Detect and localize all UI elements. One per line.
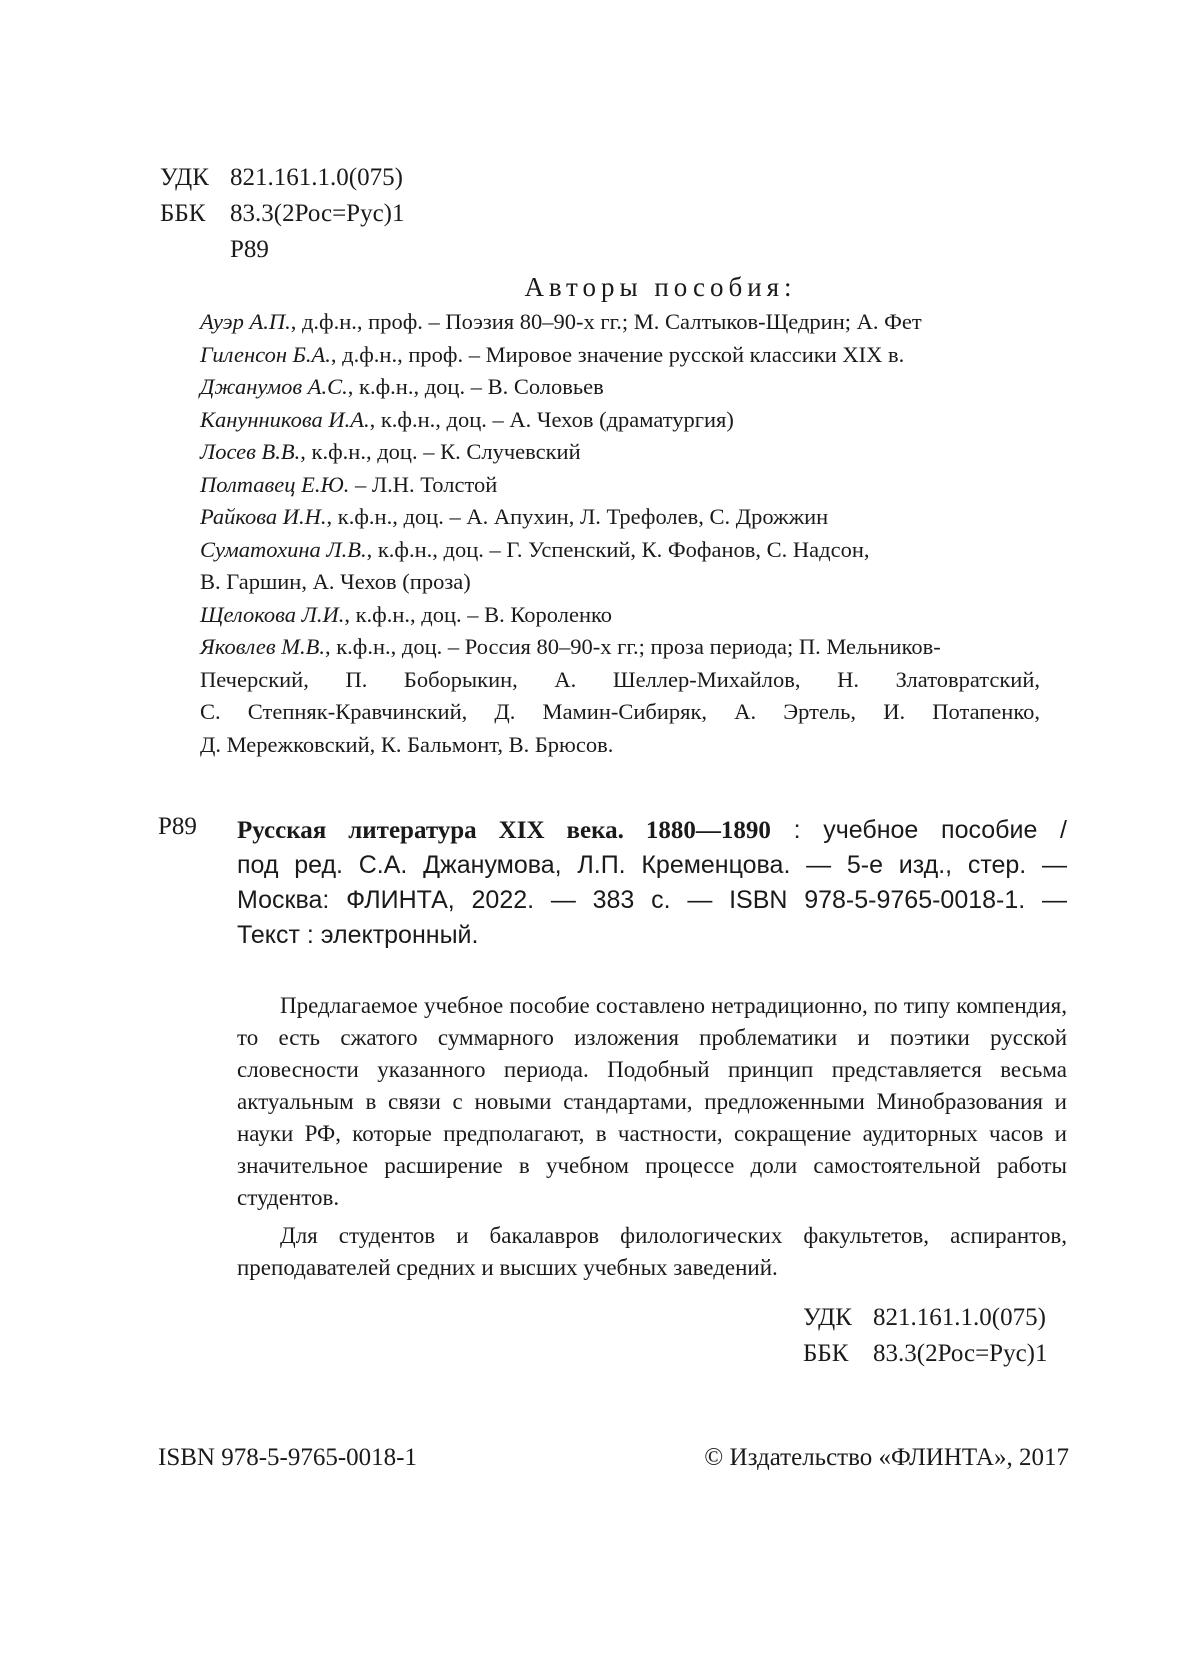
author-contribution: , к.ф.н., доц. – Г. Успенский, К. Фофанов, С. Надсон, bbox=[366, 536, 870, 562]
author-name: Полтавец Е.Ю. bbox=[200, 471, 350, 497]
author-name: Ауэр А.П. bbox=[200, 309, 291, 334]
author-contribution-continuation: Д. Мережковский, К. Бальмонт, В. Брюсов. bbox=[200, 731, 614, 757]
udk-row bbox=[160, 160, 405, 196]
authors-list bbox=[200, 306, 1040, 761]
annotation-paragraph: Предлагаемое учебное пособие составлено нетрадиционно, по типу компендия, то есть сжатого суммарного изложения проблематики и поэтики русской словесности указанного периода. Подобный принцип представляется весьма актуальным в связи с новыми стандартами, предложенными Минобразования и науки РФ, которые предполагают, в частности, сокращение аудиторных часов и значительное расширение в учебном процессе доли самостоятельной работы студентов. bbox=[237, 993, 1067, 1210]
bbk-label: ББК bbox=[160, 200, 206, 227]
bbk-label: ББК bbox=[803, 1340, 849, 1367]
author-entry bbox=[200, 631, 1040, 664]
udk-row bbox=[803, 1300, 1048, 1336]
author-entry bbox=[200, 599, 1040, 632]
bbk-row bbox=[803, 1336, 1048, 1372]
author-entry bbox=[200, 501, 1040, 534]
book-title: Русская литература XIX века. 1880—1890 bbox=[237, 817, 771, 844]
author-contribution: , к.ф.н., доц. – А. Чехов (драматургия) bbox=[369, 406, 734, 432]
catalog-line bbox=[237, 813, 1067, 848]
author-entry bbox=[200, 436, 1040, 469]
catalog-line: Москва: ФЛИНТА, 2022. — 383 с. — ISBN 978-5-9765-0018-1. — bbox=[237, 886, 1067, 914]
author-contribution: , к.ф.н., доц. – В. Короленко bbox=[344, 601, 613, 627]
classification-codes-top bbox=[160, 160, 405, 268]
author-contribution: , к.ф.н., доц. – А. Апухин, Л. Трефолев, С. Дрожжин bbox=[326, 504, 829, 529]
bibliographic-record bbox=[237, 813, 1067, 953]
catalog-line: под ред. С.А. Джанумова, Л.П. Кременцова. — 5-е изд., стер. — bbox=[237, 851, 1067, 879]
annotation-paragraph: Для студентов и бакалавров филологических факультетов, аспирантов, преподавателей средних и высших учебных заведений. bbox=[237, 1223, 1067, 1280]
author-contribution: , к.ф.н., доц. – К. Случевский bbox=[300, 439, 581, 464]
catalog-author-mark: Р89 bbox=[158, 813, 197, 840]
author-contribution-continuation: В. Гаршин, А. Чехов (проза) bbox=[200, 569, 471, 594]
author-name: Джанумов А.С. bbox=[200, 374, 348, 399]
author-contribution-continuation: Печерский, П. Боборыкин, А. Шеллер-Михайлов, Н. Златовратский, bbox=[200, 666, 1040, 692]
author-name: Щелокова Л.И. bbox=[200, 601, 345, 627]
udk-label: УДК bbox=[160, 164, 209, 191]
author-contribution: , к.ф.н., доц. – Россия 80–90-х гг.; проза периода; П. Мельников- bbox=[324, 634, 941, 659]
author-contribution: , к.ф.н., доц. – В. Соловьев bbox=[347, 374, 604, 399]
authors-heading: Авторы пособия: bbox=[524, 272, 797, 302]
author-contribution: – Л.Н. Толстой bbox=[349, 471, 498, 497]
author-entry bbox=[200, 534, 1040, 567]
author-name: Яковлев М.В. bbox=[200, 634, 325, 659]
author-entry bbox=[200, 404, 1040, 437]
author-entry bbox=[200, 371, 1040, 404]
udk-value: 821.161.1.0(075) bbox=[873, 1304, 1046, 1331]
annotation bbox=[237, 990, 1067, 1284]
book-type: : учебное пособие / bbox=[770, 816, 1067, 844]
author-name: Райкова И.Н. bbox=[200, 504, 327, 529]
author-entry bbox=[200, 306, 1040, 339]
author-contribution: , д.ф.н., проф. – Поэзия 80–90-х гг.; М. Салтыков-Щедрин; А. Фет bbox=[290, 309, 922, 334]
author-contribution-continuation: С. Степняк-Кравчинский, Д. Мамин-Сибиряк, А. Эртель, И. Потапенко, bbox=[200, 699, 1040, 724]
classification-codes-bottom bbox=[803, 1300, 1048, 1372]
author-name: Лосев В.В. bbox=[200, 439, 301, 464]
isbn: ISBN 978-5-9765-0018-1 bbox=[158, 1444, 418, 1471]
catalog-line: Текст : электронный. bbox=[237, 921, 479, 949]
author-mark: Р89 bbox=[230, 236, 269, 263]
author-contribution: , д.ф.н., проф. – Мировое значение русской классики XIX в. bbox=[330, 341, 905, 367]
author-name: Канунникова И.А. bbox=[200, 406, 370, 432]
bbk-value: 83.3(2Рос=Рус)1 bbox=[873, 1340, 1048, 1367]
author-entry bbox=[200, 469, 1040, 502]
author-name: Гиленсон Б.А. bbox=[200, 341, 331, 367]
author-name: Суматохина Л.В. bbox=[200, 536, 367, 562]
author-entry bbox=[200, 339, 1040, 372]
udk-value: 821.161.1.0(075) bbox=[230, 164, 403, 191]
udk-label: УДК bbox=[803, 1304, 852, 1331]
copyright-notice: © Издательство «ФЛИНТА», 2017 bbox=[704, 1444, 1069, 1471]
bbk-row bbox=[160, 196, 405, 232]
bbk-value: 83.3(2Рос=Рус)1 bbox=[230, 200, 405, 227]
